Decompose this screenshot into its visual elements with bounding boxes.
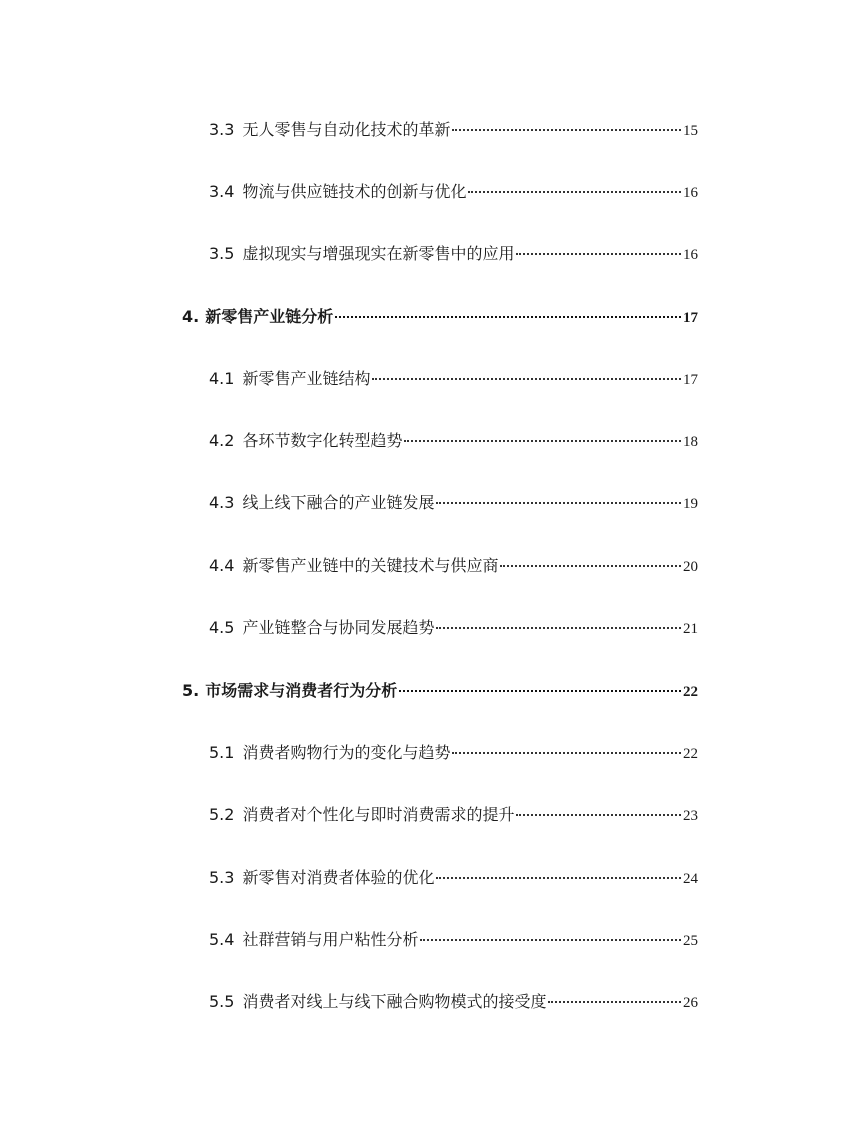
toc-page-number: 22	[683, 746, 698, 762]
toc-entry-3-5[interactable]	[209, 241, 698, 267]
toc-entry-title: 新零售产业链分析	[205, 307, 334, 326]
toc-dot-leader	[404, 440, 681, 442]
toc-dot-leader	[436, 877, 681, 879]
toc-entry-number: 4.	[182, 307, 200, 326]
toc-entry-title: 产业链整合与协同发展趋势	[242, 618, 435, 637]
toc-entry-title: 消费者购物行为的变化与趋势	[242, 743, 451, 762]
toc-entry-title: 消费者对个性化与即时消费需求的提升	[242, 805, 515, 824]
toc-entry-number: 4.2	[209, 431, 235, 450]
toc-entry-4[interactable]	[182, 304, 698, 330]
toc-dot-leader	[500, 565, 681, 567]
toc-entry-title: 各环节数字化转型趋势	[242, 431, 403, 450]
toc-entry-number: 3.5	[209, 244, 235, 263]
toc-dot-leader	[436, 502, 681, 504]
toc-entry-title: 虚拟现实与增强现实在新零售中的应用	[242, 244, 515, 263]
toc-dot-leader	[452, 129, 681, 131]
toc-page-number: 18	[683, 434, 698, 450]
toc-entry-number: 4.4	[209, 556, 235, 575]
toc-dot-leader	[468, 191, 681, 193]
toc-dot-leader	[420, 939, 681, 941]
toc-entry-title: 物流与供应链技术的创新与优化	[242, 182, 467, 201]
toc-page-number: 22	[683, 684, 698, 700]
toc-dot-leader	[452, 752, 681, 754]
toc-page-number: 17	[683, 372, 698, 388]
toc-dot-leader	[372, 378, 681, 380]
toc-entry-number: 5.3	[209, 868, 235, 887]
toc-entry-number: 5.4	[209, 930, 235, 949]
toc-dot-leader	[335, 316, 681, 318]
toc-dot-leader	[548, 1001, 681, 1003]
toc-entry-4-5[interactable]	[209, 615, 698, 641]
toc-entry-number: 5.2	[209, 805, 235, 824]
toc-entry-5-2[interactable]	[209, 802, 698, 828]
toc-entry-title: 新零售产业链中的关键技术与供应商	[242, 556, 499, 575]
toc-entry-number: 4.1	[209, 369, 235, 388]
toc-entry-number: 5.	[182, 681, 200, 700]
toc-entry-number: 5.1	[209, 743, 235, 762]
toc-entry-5-5[interactable]	[209, 989, 698, 1015]
toc-entry-title: 无人零售与自动化技术的革新	[242, 120, 451, 139]
toc-entry-4-4[interactable]	[209, 553, 698, 579]
toc-entry-title: 市场需求与消费者行为分析	[205, 681, 398, 700]
toc-entry-3-3[interactable]	[209, 117, 698, 143]
toc-dot-leader	[399, 690, 681, 692]
toc-entry-4-2[interactable]	[209, 428, 698, 454]
toc-entry-title: 线上线下融合的产业链发展	[242, 493, 435, 512]
toc-entry-number: 3.3	[209, 120, 235, 139]
toc-entry-number: 4.5	[209, 618, 235, 637]
toc-page-number: 15	[683, 123, 698, 139]
toc-entry-number: 5.5	[209, 992, 235, 1011]
toc-entry-title: 消费者对线上与线下融合购物模式的接受度	[242, 992, 547, 1011]
toc-dot-leader	[516, 814, 681, 816]
toc-entry-number: 4.3	[209, 493, 235, 512]
toc-entry-title: 新零售产业链结构	[242, 369, 371, 388]
toc-entry-title: 社群营销与用户粘性分析	[242, 930, 419, 949]
toc-entry-title: 新零售对消费者体验的优化	[242, 868, 435, 887]
toc-dot-leader	[436, 627, 681, 629]
toc-entry-5-1[interactable]	[209, 740, 698, 766]
toc-dot-leader	[516, 253, 681, 255]
toc-entry-3-4[interactable]	[209, 179, 698, 205]
toc-entry-4-3[interactable]	[209, 490, 698, 516]
toc-page-number: 23	[683, 808, 698, 824]
toc-entry-4-1[interactable]	[209, 366, 698, 392]
toc-page-number: 26	[683, 995, 698, 1011]
toc-page-number: 20	[683, 559, 698, 575]
toc-page-number: 24	[683, 871, 698, 887]
toc-page-number: 16	[683, 247, 698, 263]
toc-page-number: 16	[683, 185, 698, 201]
toc-page-number: 21	[683, 621, 698, 637]
toc-page-number: 19	[683, 496, 698, 512]
toc-entry-5[interactable]	[182, 678, 698, 704]
toc-entry-5-3[interactable]	[209, 865, 698, 891]
toc-entry-5-4[interactable]	[209, 927, 698, 953]
toc-page-number: 25	[683, 933, 698, 949]
toc-page-number: 17	[683, 310, 698, 326]
toc-entry-number: 3.4	[209, 182, 235, 201]
